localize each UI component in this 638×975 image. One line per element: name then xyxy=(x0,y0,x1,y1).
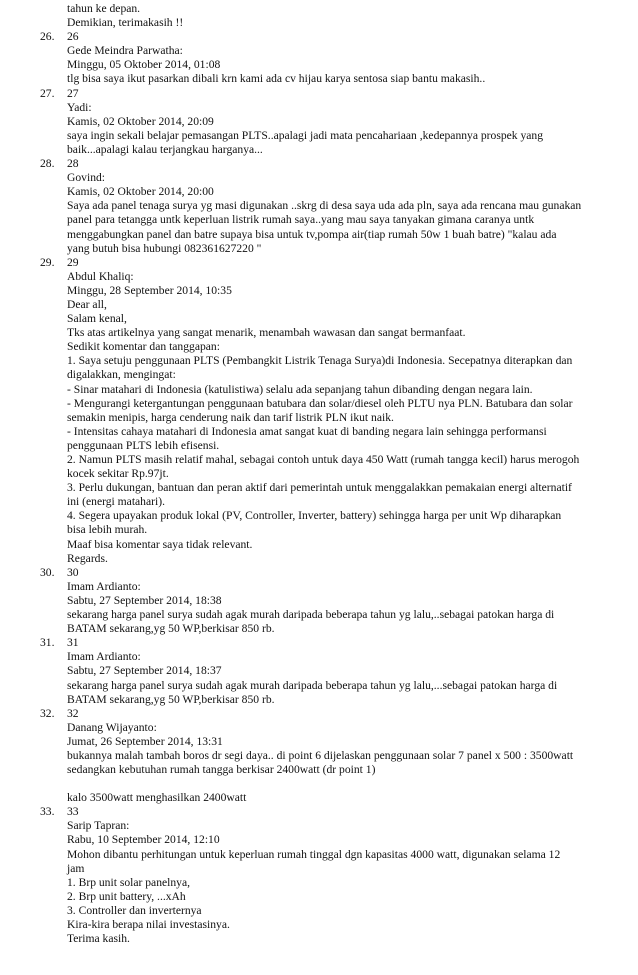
comment-text-line xyxy=(0,453,638,467)
line-text: 30 xyxy=(67,565,79,579)
line-text: Minggu, 05 Oktober 2014, 01:08 xyxy=(67,58,221,72)
line-text: Govind: xyxy=(67,171,106,185)
line-text: Danang Wijayanto: xyxy=(67,720,157,734)
line-text: yang butuh bisa hubungi 082361627220 " xyxy=(67,241,262,255)
line-text: BATAM sekarang,yg 50 WP,berkisar 850 rb. xyxy=(67,622,275,636)
line-text: Sarip Tapran: xyxy=(67,819,130,833)
comment-id xyxy=(0,30,638,44)
comment-text-line xyxy=(0,143,638,157)
comment-text-line xyxy=(0,228,638,242)
line-text: Sabtu, 27 September 2014, 18:38 xyxy=(67,593,222,607)
comment-text-line xyxy=(0,312,638,326)
comment-item xyxy=(0,87,638,157)
comment-text-line xyxy=(0,242,638,256)
comment-item xyxy=(0,256,638,566)
line-text: Regards. xyxy=(67,551,108,565)
line-text: BATAM sekarang,yg 50 WP,berkisar 850 rb. xyxy=(67,692,275,706)
comment-text-line xyxy=(0,340,638,354)
line-text: 2. Brp unit battery, ...xAh xyxy=(67,889,186,903)
line-text: Saya ada panel tenaga surya yg masi digunakan ..skrg di desa saya uda ada pln, saya ada rencana mau gunakan xyxy=(67,199,582,213)
comment-author xyxy=(0,819,638,833)
line-text: Kira-kira berapa nilai investasinya. xyxy=(67,918,230,931)
comment-text-line xyxy=(0,862,638,876)
line-text: 32 xyxy=(67,706,79,720)
line-text: - Sinar matahari di Indonesia (katulistiwa) selalu ada sepanjang tahun dibanding dengan negara lain. xyxy=(67,382,533,396)
comment-text-line xyxy=(0,538,638,552)
line-text: sekarang harga panel surya sudah agak murah daripada beberapa tahun yg lalu,..sebagai patokan harga di xyxy=(67,608,555,622)
line-text: sedangkan kebutuhan rumah tangga berkisar 2400watt (dr point 1) xyxy=(67,763,376,777)
comment-timestamp xyxy=(0,664,638,678)
comment-author xyxy=(0,580,638,594)
comment-text-line xyxy=(0,932,638,946)
comment-id xyxy=(0,636,638,650)
comment-text-line xyxy=(0,918,638,932)
line-text: Sedikit komentar dan tanggapan: xyxy=(67,340,220,354)
list-number: 28. xyxy=(40,157,55,171)
comment-text-line xyxy=(0,622,638,636)
comment-id xyxy=(0,566,638,580)
comment-text-line xyxy=(0,791,638,805)
line-text: Imam Ardianto: xyxy=(67,579,141,593)
comment-id xyxy=(0,157,638,171)
line-text: penggunaan PLTS lebih efisensi. xyxy=(67,438,220,452)
comment-id xyxy=(0,256,638,270)
comment-continuation xyxy=(0,2,638,30)
line-text: Tks atas artikelnya yang sangat menarik, menambah wawasan dan sangat bermanfaat. xyxy=(67,326,466,340)
line-text: - Intensitas cahaya matahari di Indonesia amat sangat kuat di banding negara lain sehingga performansi xyxy=(67,424,547,438)
line-text: 26 xyxy=(67,30,79,44)
comment-text-line xyxy=(0,213,638,227)
line-text: 4. Segera upayakan produk lokal (PV, Controller, Inverter, battery) sehingga harga per unit Wp diharapkan xyxy=(67,509,562,523)
comment-author xyxy=(0,650,638,664)
comment-text-line xyxy=(0,368,638,382)
comment-author xyxy=(0,44,638,58)
line-text: digalakkan, mengingat: xyxy=(67,368,176,382)
line-text: saya ingin sekali belajar pemasangan PLTS..apalagi jadi mata pencahariaan ,kedepannya prospek yang xyxy=(67,128,544,142)
line-text: tahun ke depan. xyxy=(67,2,141,15)
comment-timestamp xyxy=(0,735,638,749)
line-text: panel para tetangga untk keperluan listrik rumah saya..yang mau saya tanyakan gimana caranya untk xyxy=(67,213,535,227)
comment-text-line xyxy=(0,298,638,312)
line-text: Kamis, 02 Oktober 2014, 20:00 xyxy=(67,185,214,199)
blank-line xyxy=(0,777,638,791)
line-text: 2. Namun PLTS masih relatif mahal, sebagai contoh untuk daya 450 Watt (rumah tangga kecil) harus merogoh xyxy=(67,453,580,466)
list-number: 32. xyxy=(40,706,55,720)
list-number: 30. xyxy=(40,565,55,579)
line-text: ini (energi matahari). xyxy=(67,495,165,509)
line-text: baik...apalagi kalau terjangkau harganya... xyxy=(67,142,263,156)
line-text: Terima kasih. xyxy=(67,932,130,946)
line-text: Imam Ardianto: xyxy=(67,650,141,664)
line-text: Kamis, 02 Oktober 2014, 20:09 xyxy=(67,114,214,128)
comment-timestamp xyxy=(0,185,638,199)
comment-author xyxy=(0,721,638,735)
comment-timestamp xyxy=(0,833,638,847)
line-text: Jumat, 26 September 2014, 13:31 xyxy=(67,734,223,748)
line-text: Maaf bisa komentar saya tidak relevant. xyxy=(67,537,253,551)
line-text: kalo 3500watt menghasilkan 2400watt xyxy=(67,791,247,805)
line-text: 28 xyxy=(67,157,79,171)
comment-item xyxy=(0,157,638,256)
comment-item xyxy=(0,707,638,806)
line-text: 1. Brp unit solar panelnya, xyxy=(67,875,190,889)
comment-text-line xyxy=(0,904,638,918)
list-number: 33. xyxy=(40,805,55,819)
comment-text-line xyxy=(0,397,638,411)
line-text: semakin menipis, harga cenderung naik dan tarif listrik PLN ikut naik. xyxy=(67,410,394,424)
line-text: 33 xyxy=(67,805,79,819)
comment-author xyxy=(0,270,638,284)
line-text: 27 xyxy=(67,86,79,100)
line-text: bisa lebih murah. xyxy=(67,523,148,537)
line-text: Abdul Khaliq: xyxy=(67,269,134,283)
comment-text-line xyxy=(0,2,638,16)
comment-text-line xyxy=(0,679,638,693)
comment-text-line xyxy=(0,16,638,30)
comment-author xyxy=(0,101,638,115)
comment-timestamp xyxy=(0,58,638,72)
line-text: Gede Meindra Parwatha: xyxy=(67,44,183,58)
comment-text-line xyxy=(0,439,638,453)
line-text: Rabu, 10 September 2014, 12:10 xyxy=(67,833,220,847)
comment-id xyxy=(0,805,638,819)
comment-text-line xyxy=(0,608,638,622)
comment-item xyxy=(0,636,638,706)
line-text: - Mengurangi ketergantungan penggunaan batubara dan solar/diesel oleh PLTU nya PLN. Batubara dan solar xyxy=(67,396,573,410)
comment-item xyxy=(0,566,638,636)
line-text: kocek sekitar Rp.97jt. xyxy=(67,467,169,481)
comment-text-line xyxy=(0,383,638,397)
line-text: Mohon dibantu perhitungan untuk keperluan rumah tinggal dgn kapasitas 4000 watt, digunakan selama 12 xyxy=(67,847,561,861)
comment-timestamp xyxy=(0,284,638,298)
comment-text-line xyxy=(0,876,638,890)
line-text: bukannya malah tambah boros dr segi daya.. di point 6 dijelaskan penggunaan solar 7 panel x 500 : 3500watt xyxy=(67,748,574,762)
comment-text-line xyxy=(0,354,638,368)
comment-text-line xyxy=(0,481,638,495)
line-text: 29 xyxy=(67,255,79,269)
comment-text-line xyxy=(0,890,638,904)
comment-text-line xyxy=(0,552,638,566)
line-text: tlg bisa saya ikut pasarkan dibali krn kami ada cv hijau karya sentosa siap bantu makasih.. xyxy=(67,72,486,86)
line-text: sekarang harga panel surya sudah agak murah daripada beberapa tahun yg lalu,...sebagai patokan harga di xyxy=(67,678,558,692)
line-text: 3. Perlu dukungan, bantuan dan peran aktif dari pemerintah untuk menggalakkan pemakaian energi alternatif xyxy=(67,481,572,495)
comment-timestamp xyxy=(0,115,638,129)
line-text: menggabungkan panel dan batre supaya bisa untuk tv,pompa air(tiap rumah 50w 1 buah batre) "kalau ada xyxy=(67,227,557,241)
line-text: Yadi: xyxy=(67,100,92,114)
comment-text-line xyxy=(0,199,638,213)
line-text: 3. Controller dan inverternya xyxy=(67,903,202,917)
list-number: 26. xyxy=(40,30,55,44)
comment-text-line xyxy=(0,693,638,707)
line-text: 31 xyxy=(67,636,79,650)
list-number: 29. xyxy=(40,255,55,269)
comment-text-line xyxy=(0,467,638,481)
line-text: Demikian, terimakasih !! xyxy=(67,16,184,30)
comment-text-line xyxy=(0,523,638,537)
line-text: jam xyxy=(67,861,85,875)
comment-text-line xyxy=(0,326,638,340)
comment-id xyxy=(0,707,638,721)
list-number: 27. xyxy=(40,86,55,100)
comment-text-line xyxy=(0,72,638,86)
line-text: Salam kenal, xyxy=(67,312,127,326)
comment-timestamp xyxy=(0,594,638,608)
comment-text-line xyxy=(0,495,638,509)
comment-author xyxy=(0,171,638,185)
line-text: Dear all, xyxy=(67,297,107,311)
comment-text-line xyxy=(0,848,638,862)
comment-text-line xyxy=(0,749,638,763)
comment-text-line xyxy=(0,763,638,777)
comment-text-line xyxy=(0,411,638,425)
comment-id xyxy=(0,87,638,101)
line-text: Minggu, 28 September 2014, 10:35 xyxy=(67,283,232,297)
comment-text-line xyxy=(0,425,638,439)
comment-item xyxy=(0,805,638,946)
list-number: 31. xyxy=(40,636,55,650)
comment-text-line xyxy=(0,509,638,523)
comment-item xyxy=(0,30,638,86)
line-text: 1. Saya setuju penggunaan PLTS (Pembangkit Listrik Tenaga Surya)di Indonesia. Secepatnya diterapkan dan xyxy=(67,354,573,368)
line-text: Sabtu, 27 September 2014, 18:37 xyxy=(67,664,222,678)
comment-text-line xyxy=(0,129,638,143)
